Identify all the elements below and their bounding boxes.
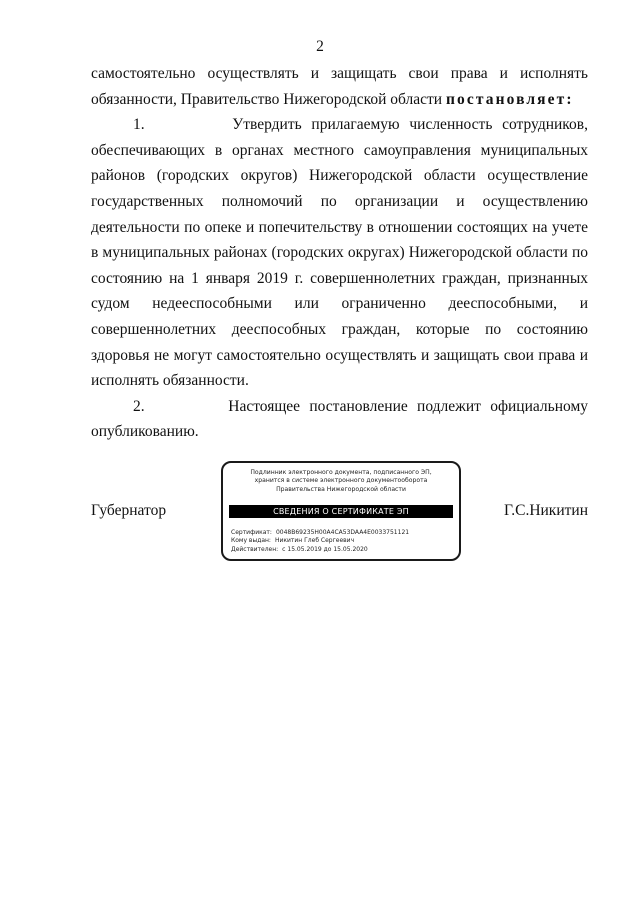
stamp-details [231, 529, 453, 554]
issued-to-label: Кому выдан: [231, 537, 271, 545]
clause-1-text: Утвердить прилагаемую численность сотрудников, обеспечивающих в органах местного самоуправления муниципальных районов (городских округов) Нижегородской области осуществление государственных полномочий по организации и осуществлению деятельности по опеке и попечительству в отношении состоящих на учете в муниципальных районах (городских округах) Нижегородской области по состоянию на 1 января 2019 г. совершеннолетних граждан, признанных судом недееспособными или ограниченно дееспособными, и совершеннолетних дееспособных граждан, которые по состоянию здоровья не могут самостоятельно осуществлять и защищать свои права и исполнять обязанности. [91, 116, 588, 390]
signatory-position: Губернатор [91, 502, 167, 519]
signature-block [91, 461, 588, 565]
intro-line-1: самостоятельно осуществлять и защищать свои права и исполнять [91, 65, 588, 82]
intro-line-2-text: обязанности, Правительство Нижегородской области [91, 90, 446, 108]
clause-1-number: 1. [133, 116, 145, 134]
stamp-valid-row [231, 546, 453, 554]
clause-1 [91, 112, 588, 394]
stamp-issued-to-row [231, 537, 453, 545]
page-number: 2 [316, 38, 324, 55]
certificate-value: 0048B69235H00A4CA53DAA4E0033751121 [275, 529, 410, 536]
clause-2-number: 2. [133, 397, 145, 415]
stamp-certificate-row [231, 529, 453, 537]
electronic-signature-stamp [221, 461, 461, 561]
clause-2 [91, 394, 588, 445]
stamp-note [231, 469, 451, 494]
stamp-note-line: Подлинник электронного документа, подписанного ЭП, [250, 469, 432, 476]
decree-word: постановляет: [445, 90, 574, 108]
signatory-name: Г.С.Никитин [504, 502, 588, 519]
stamp-banner: СВЕДЕНИЯ О СЕРТИФИКАТЕ ЭП [229, 505, 453, 518]
stamp-note-line: Правительства Нижегородской области [276, 485, 406, 493]
document-body [91, 61, 588, 445]
intro-line-2 [91, 87, 588, 113]
issued-to-value: Никитин Глеб Сергеевич [274, 537, 355, 545]
clause-2-text: Настоящее постановление подлежит официальному опубликованию. [91, 397, 589, 441]
certificate-label: Сертификат: [231, 529, 272, 536]
stamp-note-line: хранится в системе электронного документооборота [254, 477, 428, 485]
valid-label: Действителен: [231, 545, 279, 553]
valid-value: с 15.05.2019 до 15.05.2020 [282, 545, 368, 553]
